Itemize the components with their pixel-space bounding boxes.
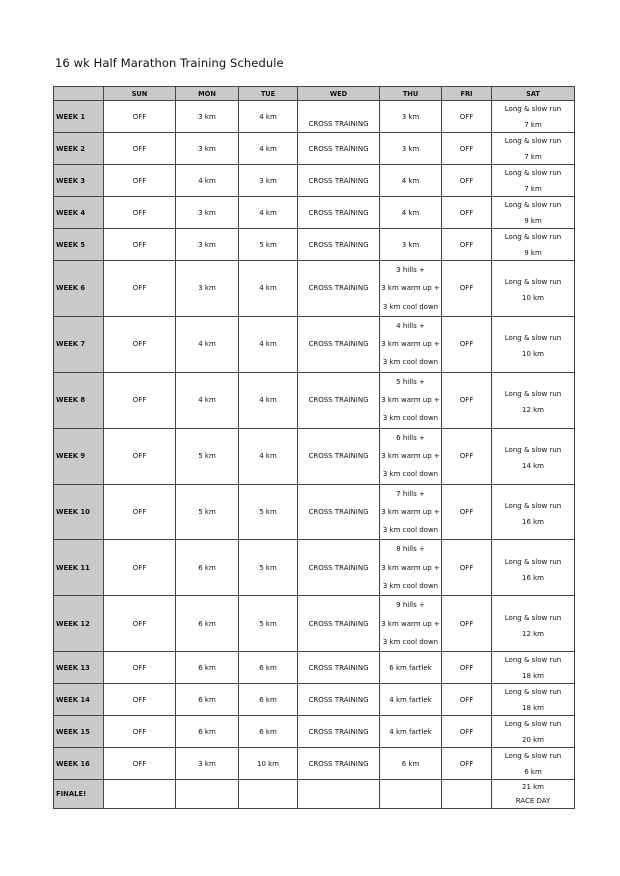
cell-thu <box>380 652 442 684</box>
week-label: WEEK 16 <box>54 748 104 780</box>
cell-fri: OFF <box>442 716 492 748</box>
cell-mon: 3 km <box>176 133 239 165</box>
cell-tue: 6 km <box>239 716 298 748</box>
cell-wed: CROSS TRAINING <box>298 261 380 317</box>
sat-line: 6 km <box>524 767 542 776</box>
cell-sun: OFF <box>104 684 176 716</box>
cell-mon: 3 km <box>176 748 239 780</box>
sat-line: 10 km <box>521 350 544 359</box>
cell-mon: 6 km <box>176 716 239 748</box>
sat-line: Long & slow run <box>504 390 562 399</box>
cell-thu <box>380 372 442 428</box>
cell-sun: OFF <box>104 596 176 652</box>
sat-line: Long & slow run <box>504 104 562 113</box>
table-row <box>54 133 575 165</box>
sat-line: Long & slow run <box>504 446 562 455</box>
cell-fri: OFF <box>442 684 492 716</box>
thu-line: 3 km cool down <box>382 526 439 535</box>
cell-tue: 6 km <box>239 684 298 716</box>
cell-thu <box>380 316 442 372</box>
cell-mon: 4 km <box>176 372 239 428</box>
thu-line: 9 hills + <box>396 601 425 610</box>
sat-line: Long & slow run <box>504 502 562 510</box>
cell-tue <box>239 780 298 809</box>
thu-line: 3 km warm up + <box>381 619 440 628</box>
cell-mon: 4 km <box>176 165 239 197</box>
cell-mon <box>176 780 239 809</box>
thu-line: 3 km <box>401 240 420 249</box>
cell-wed: CROSS TRAINING <box>298 596 380 652</box>
cell-fri: OFF <box>442 372 492 428</box>
cell-thu <box>380 229 442 261</box>
sat-line: 9 km <box>524 248 542 257</box>
cell-wed: CROSS TRAINING <box>298 684 380 716</box>
thu-line: 4 hills + <box>396 321 425 330</box>
sat-line: 20 km <box>521 735 544 744</box>
cell-fri: OFF <box>442 165 492 197</box>
thu-line: 7 hills + <box>396 489 425 498</box>
week-label: WEEK 12 <box>54 596 104 652</box>
cell-fri: OFF <box>442 316 492 372</box>
sat-line: 16 km <box>521 518 544 526</box>
table-row <box>54 780 575 809</box>
sat-line: 7 km <box>524 152 542 161</box>
sat-line: 16 km <box>521 573 544 582</box>
week-label: FINALE! <box>54 780 104 809</box>
cell-wed: CROSS TRAINING <box>298 652 380 684</box>
thu-line: 3 km cool down <box>382 358 439 367</box>
sat-line: Long & slow run <box>504 334 562 343</box>
cell-sun: OFF <box>104 652 176 684</box>
cell-sat <box>492 684 575 716</box>
thu-line: 3 km cool down <box>382 470 439 479</box>
header-sun: SUN <box>104 87 176 101</box>
week-label: WEEK 7 <box>54 316 104 372</box>
cell-mon: 5 km <box>176 484 239 540</box>
cell-sat <box>492 101 575 133</box>
week-label: WEEK 11 <box>54 540 104 596</box>
header-tue: TUE <box>239 87 298 101</box>
thu-line: 4 km <box>401 208 420 217</box>
cell-tue: 4 km <box>239 316 298 372</box>
cell-sat <box>492 484 575 540</box>
cell-sat <box>492 372 575 428</box>
week-label: WEEK 3 <box>54 165 104 197</box>
table-row <box>54 372 575 428</box>
week-label: WEEK 2 <box>54 133 104 165</box>
week-label: WEEK 13 <box>54 652 104 684</box>
header-wed: WED <box>298 87 380 101</box>
thu-line: 4 km fartlek <box>389 695 432 704</box>
thu-line: 3 km <box>401 144 420 153</box>
sat-line: 18 km <box>521 703 544 712</box>
thu-line: 8 hills + <box>396 545 425 554</box>
sat-line: Long & slow run <box>504 136 562 145</box>
sat-line: Long & slow run <box>504 168 562 177</box>
thu-line: 3 km cool down <box>382 302 439 311</box>
sat-line: Long & slow run <box>504 751 562 760</box>
week-label: WEEK 5 <box>54 229 104 261</box>
header-fri: FRI <box>442 87 492 101</box>
sat-line: Long & slow run <box>504 655 562 664</box>
cell-wed: CROSS TRAINING <box>298 229 380 261</box>
week-label: WEEK 15 <box>54 716 104 748</box>
sat-line: 21 km <box>521 783 544 792</box>
sat-line: 12 km <box>521 406 544 415</box>
cell-mon: 4 km <box>176 316 239 372</box>
cell-mon: 6 km <box>176 652 239 684</box>
cell-tue: 5 km <box>239 596 298 652</box>
thu-line: 3 km warm up + <box>381 451 440 460</box>
training-schedule-table <box>53 86 575 809</box>
header-sat: SAT <box>492 87 575 101</box>
cell-thu <box>380 101 442 133</box>
table-row <box>54 165 575 197</box>
cell-wed: CROSS TRAINING <box>298 748 380 780</box>
cell-sat <box>492 133 575 165</box>
cell-thu <box>380 197 442 229</box>
thu-line: 6 hills + <box>396 433 425 442</box>
thu-line: 3 km warm up + <box>381 340 440 349</box>
sat-line: 10 km <box>521 294 544 303</box>
cell-sat <box>492 316 575 372</box>
sat-line: Long & slow run <box>504 613 562 622</box>
table-row <box>54 101 575 133</box>
cell-thu <box>380 484 442 540</box>
table-row <box>54 261 575 317</box>
cell-tue: 5 km <box>239 540 298 596</box>
cell-wed: CROSS TRAINING <box>298 316 380 372</box>
cell-tue: 6 km <box>239 652 298 684</box>
table-row <box>54 540 575 596</box>
sat-line: 18 km <box>521 671 544 680</box>
cell-fri: OFF <box>442 652 492 684</box>
cell-sat <box>492 428 575 484</box>
cell-tue: 4 km <box>239 261 298 317</box>
sat-line: RACE DAY <box>515 797 551 806</box>
thu-line: 4 km <box>401 176 420 185</box>
sat-line: 9 km <box>524 216 542 225</box>
cell-tue: 4 km <box>239 428 298 484</box>
cell-fri: OFF <box>442 484 492 540</box>
thu-line: 6 km <box>401 759 420 768</box>
week-label: WEEK 4 <box>54 197 104 229</box>
week-label: WEEK 1 <box>54 101 104 133</box>
cell-fri: OFF <box>442 428 492 484</box>
sat-line: Long & slow run <box>504 719 562 728</box>
cell-sat <box>492 748 575 780</box>
thu-line: 3 hills + <box>396 266 425 274</box>
cell-mon: 6 km <box>176 596 239 652</box>
cell-tue: 4 km <box>239 101 298 133</box>
table-row <box>54 748 575 780</box>
cell-thu <box>380 716 442 748</box>
header-mon: MON <box>176 87 239 101</box>
thu-line: 4 km fartlek <box>389 727 432 736</box>
cell-thu <box>380 261 442 317</box>
cell-sat <box>492 780 575 809</box>
table-row <box>54 484 575 540</box>
sat-line: Long & slow run <box>504 687 562 696</box>
sat-line: 14 km <box>521 462 544 471</box>
cell-mon: 5 km <box>176 428 239 484</box>
table-row <box>54 229 575 261</box>
cell-wed: CROSS TRAINING <box>298 165 380 197</box>
cell-tue: 3 km <box>239 165 298 197</box>
table-row <box>54 652 575 684</box>
sat-line: Long & slow run <box>504 232 562 241</box>
sat-line: Long & slow run <box>504 557 562 566</box>
cell-tue: 4 km <box>239 197 298 229</box>
thu-line: 3 km warm up + <box>381 284 440 293</box>
cell-thu <box>380 748 442 780</box>
cell-thu <box>380 165 442 197</box>
cell-mon: 3 km <box>176 261 239 317</box>
cell-mon: 3 km <box>176 197 239 229</box>
cell-thu <box>380 780 442 809</box>
week-label: WEEK 14 <box>54 684 104 716</box>
cell-mon: 3 km <box>176 229 239 261</box>
page-title: 16 wk Half Marathon Training Schedule <box>55 56 284 70</box>
cell-sun: OFF <box>104 197 176 229</box>
thu-line: 3 km <box>401 112 420 121</box>
header-thu: THU <box>380 87 442 101</box>
cell-sun <box>104 780 176 809</box>
thu-line: 3 km warm up + <box>381 507 440 516</box>
cell-sat <box>492 540 575 596</box>
sat-line: 7 km <box>524 120 542 129</box>
table-row <box>54 596 575 652</box>
sat-line: Long & slow run <box>504 200 562 209</box>
cell-sun: OFF <box>104 540 176 596</box>
cell-mon: 6 km <box>176 540 239 596</box>
cell-tue: 4 km <box>239 133 298 165</box>
cell-wed: CROSS TRAINING <box>298 540 380 596</box>
cell-sun: OFF <box>104 716 176 748</box>
thu-line: 3 km warm up + <box>381 396 440 405</box>
cell-thu <box>380 540 442 596</box>
cell-sat <box>492 261 575 317</box>
cell-fri: OFF <box>442 133 492 165</box>
sat-line: 7 km <box>524 184 542 193</box>
cell-fri: OFF <box>442 596 492 652</box>
week-label: WEEK 10 <box>54 484 104 540</box>
cell-fri: OFF <box>442 261 492 317</box>
cell-fri: OFF <box>442 229 492 261</box>
cell-fri: OFF <box>442 101 492 133</box>
cell-sun: OFF <box>104 165 176 197</box>
cell-wed: CROSS TRAINING <box>298 716 380 748</box>
cell-wed: CROSS TRAINING <box>298 428 380 484</box>
cell-sat <box>492 165 575 197</box>
cell-sun: OFF <box>104 748 176 780</box>
cell-wed: CROSS TRAINING <box>298 372 380 428</box>
thu-line: 5 hills + <box>396 377 425 386</box>
cell-sun: OFF <box>104 133 176 165</box>
cell-wed: CROSS TRAINING <box>298 101 380 133</box>
cell-thu <box>380 428 442 484</box>
cell-sun: OFF <box>104 372 176 428</box>
cell-sun: OFF <box>104 101 176 133</box>
sat-line: Long & slow run <box>504 278 562 287</box>
cell-thu <box>380 684 442 716</box>
cell-fri: OFF <box>442 197 492 229</box>
cell-mon: 6 km <box>176 684 239 716</box>
table-row <box>54 684 575 716</box>
cell-thu <box>380 596 442 652</box>
cell-sun: OFF <box>104 229 176 261</box>
thu-line: 3 km cool down <box>382 637 439 646</box>
table-row <box>54 316 575 372</box>
table-row <box>54 428 575 484</box>
cell-thu <box>380 133 442 165</box>
week-label: WEEK 6 <box>54 261 104 317</box>
cell-wed: CROSS TRAINING <box>298 133 380 165</box>
cell-mon: 3 km <box>176 101 239 133</box>
table-row <box>54 716 575 748</box>
header-week <box>54 87 104 101</box>
cell-sat <box>492 652 575 684</box>
table-row <box>54 197 575 229</box>
cell-sat <box>492 229 575 261</box>
cell-fri <box>442 780 492 809</box>
cell-sun: OFF <box>104 428 176 484</box>
thu-line: 3 km cool down <box>382 582 439 591</box>
cell-tue: 10 km <box>239 748 298 780</box>
week-label: WEEK 9 <box>54 428 104 484</box>
thu-line: 6 km fartlek <box>389 663 432 672</box>
cell-fri: OFF <box>442 748 492 780</box>
cell-sat <box>492 197 575 229</box>
cell-tue: 5 km <box>239 484 298 540</box>
cell-sat <box>492 716 575 748</box>
cell-wed <box>298 780 380 809</box>
cell-sun: OFF <box>104 484 176 540</box>
thu-line: 3 km cool down <box>382 414 439 423</box>
cell-sat <box>492 596 575 652</box>
cell-sun: OFF <box>104 261 176 317</box>
sat-line: 12 km <box>521 629 544 638</box>
header-row <box>54 87 575 101</box>
cell-fri: OFF <box>442 540 492 596</box>
thu-line: 3 km warm up + <box>381 563 440 572</box>
week-label: WEEK 8 <box>54 372 104 428</box>
cell-wed: CROSS TRAINING <box>298 484 380 540</box>
cell-sun: OFF <box>104 316 176 372</box>
cell-tue: 5 km <box>239 229 298 261</box>
cell-wed: CROSS TRAINING <box>298 197 380 229</box>
cell-tue: 4 km <box>239 372 298 428</box>
